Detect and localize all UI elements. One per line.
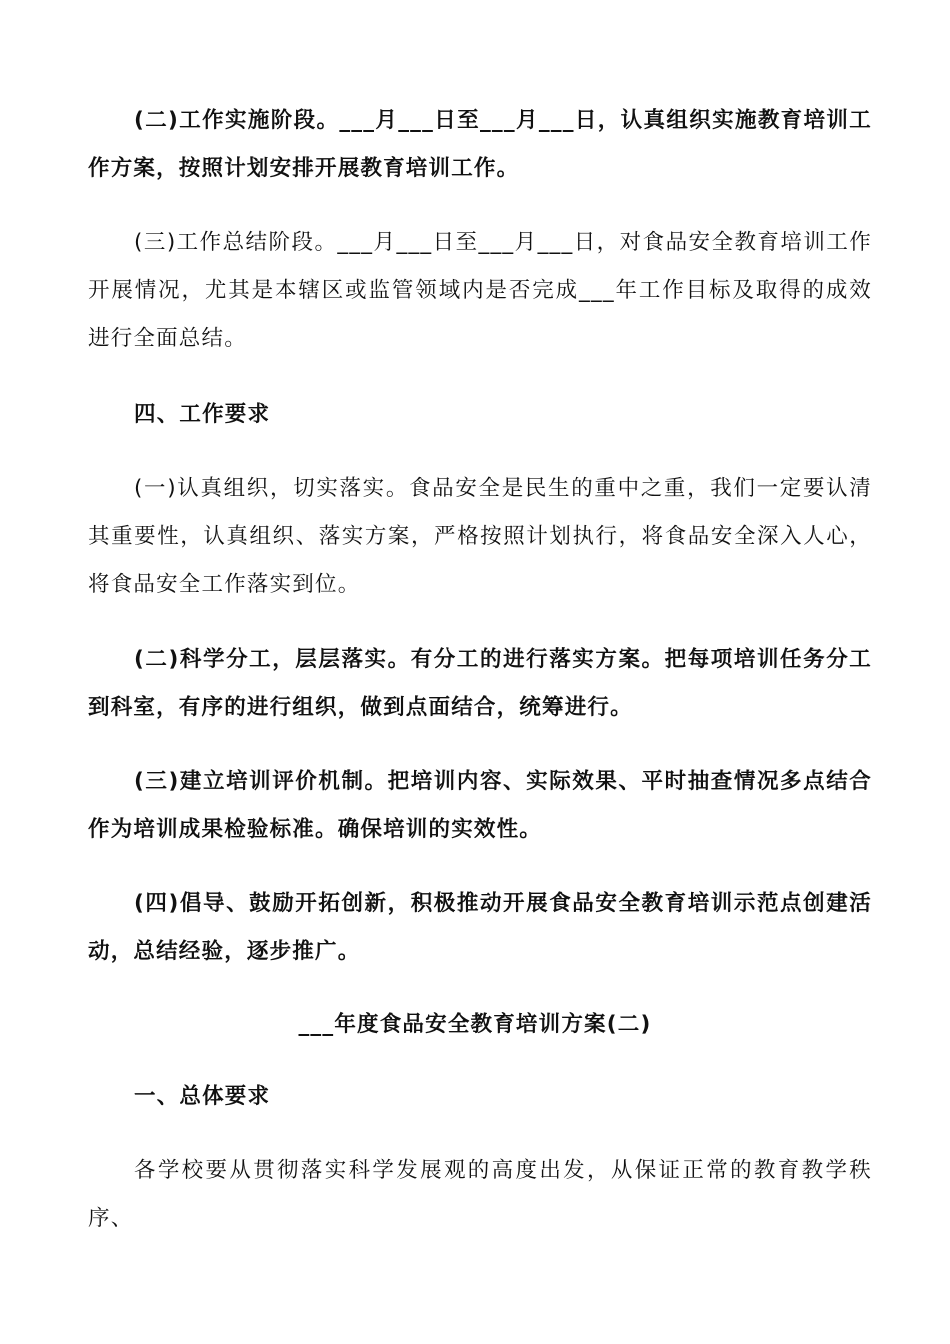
section-heading-work-requirements: 四、工作要求 — [134, 402, 271, 427]
document-title-plan-2: ___年度食品安全教育培训方案(二) — [298, 1012, 652, 1037]
paragraph-general-requirements: 各学校要从贯彻落实科学发展观的高度出发，从保证正常的教育教学秩序、 — [88, 1158, 872, 1231]
paragraph-summary-stage: (三)工作总结阶段。___月___日至___月___日，对食品安全教育培训工作开展情况，尤其是本辖区或监管领域内是否完成___年工作目标及取得的成效进行全面总结。 — [88, 230, 872, 351]
paragraph-implementation-stage: (二)工作实施阶段。___月___日至___月___日，认真组织实施教育培训工作方案，按照计划安排开展教育培训工作。 — [88, 108, 872, 181]
paragraph-requirement-1: (一)认真组织，切实落实。食品安全是民生的重中之重，我们一定要认清其重要性，认真组织、落实方案，严格按照计划执行，将食品安全深入人心，将食品安全工作落实到位。 — [88, 476, 872, 597]
paragraph-requirement-3: (三)建立培训评价机制。把培训内容、实际效果、平时抽查情况多点结合作为培训成果检验标准。确保培训的实效性。 — [88, 769, 872, 842]
paragraph-requirement-2: (二)科学分工，层层落实。有分工的进行落实方案。把每项培训任务分工到科室，有序的进行组织，做到点面结合，统筹进行。 — [88, 647, 872, 720]
paragraph-requirement-4: (四)倡导、鼓励开拓创新，积极推动开展食品安全教育培训示范点创建活动，总结经验，逐步推广。 — [88, 891, 872, 964]
section-heading-general-requirements: 一、总体要求 — [134, 1084, 271, 1109]
